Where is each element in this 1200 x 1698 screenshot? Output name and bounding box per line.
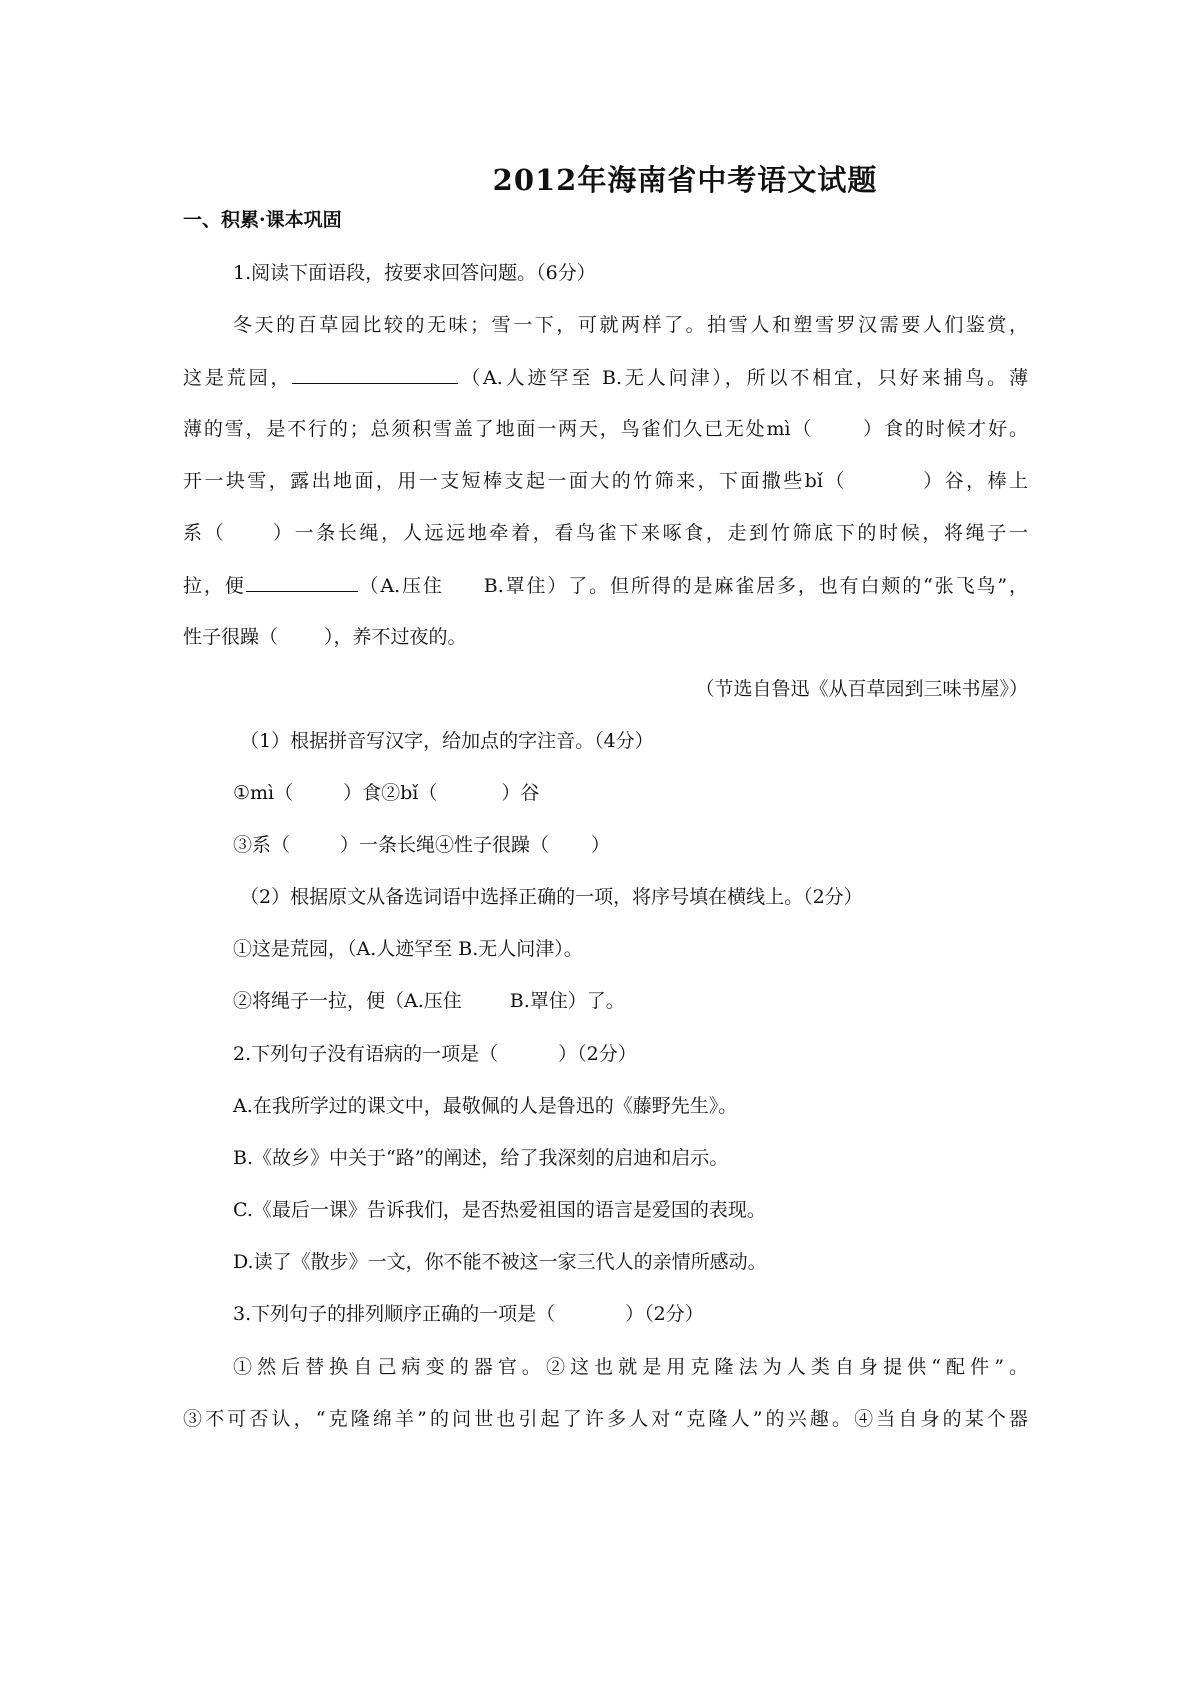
prompt-text: 2.下列句子没有语病的一项是（ <box>233 1043 499 1065</box>
prompt-text: ）（2分） <box>625 1303 704 1325</box>
question-2-prompt <box>233 1040 1028 1068</box>
passage-text: ）一条长绳，人远远地牵着，看鸟雀下来啄食，走到竹筛底下的时候，将绳子一 <box>270 522 1028 544</box>
prompt-text: ）（2分） <box>558 1043 637 1065</box>
passage-text: 这是荒园， <box>183 367 293 389</box>
row-text: ） <box>591 834 611 856</box>
passage-text: （A.人迹罕至 B.无人问津），所以不相宜，只好来捕鸟。薄 <box>458 367 1028 389</box>
subquestion-1-prompt: （1）根据拼音写汉字，给加点的字注音。（4分） <box>240 730 654 752</box>
passage-line-6 <box>183 571 1028 600</box>
question-2-option-b: B.《故乡》中关于“路”的阐述，给了我深刻的启迪和启示。 <box>233 1147 729 1169</box>
passage-text: 开一块雪，露出地面，用一支短棒支起一面大的竹筛来，下面撒些bǐ（ <box>183 470 847 492</box>
passage-text: ），养不过夜的。 <box>324 626 467 648</box>
page-title: 2012年海南省中考语文试题 <box>492 163 878 197</box>
answer-blank[interactable] <box>292 363 458 384</box>
subquestion-2-prompt: （2）根据原文从备选词语中选择正确的一项，将序号填在横线上。（2分） <box>240 886 863 908</box>
passage-line-3 <box>183 415 1028 443</box>
passage-text: 薄的雪，是不行的；总须积雪盖了地面一两天，鸟雀们久已无处mì（ <box>183 418 814 440</box>
row-text: ）谷 <box>501 782 540 804</box>
question-3-sentences-line-1: ①然后替换自己病变的器官。②这也就是用克隆法为人类自身提供“配件”。 <box>233 1356 1028 1378</box>
prompt-text: 3.下列句子的排列顺序正确的一项是（ <box>233 1303 556 1325</box>
passage-line-7 <box>183 623 1028 651</box>
question-1-prompt: 1.阅读下面语段，按要求回答问题。（6分） <box>233 262 596 284</box>
passage-text: 拉，便 <box>183 575 246 597</box>
row-text: ③系（ <box>233 834 291 856</box>
row-text: ）一条长绳④性子很躁（ <box>340 834 550 856</box>
row-text: ①mì（ <box>233 782 294 804</box>
question-3-sentences-line-2: ③不可否认，“克隆绵羊”的问世也引起了许多人对“克隆人”的兴趣。④当自身的某个器 <box>183 1408 1028 1430</box>
answer-blank[interactable] <box>246 571 358 592</box>
question-2-option-d: D.读了《散步》一文，你不能不被这一家三代人的亲情所感动。 <box>233 1251 767 1273</box>
passage-line-4 <box>183 467 1028 495</box>
passage-line-5 <box>183 519 1028 547</box>
subquestion-1-row-1 <box>233 779 1028 807</box>
passage-text: 系（ <box>183 522 227 544</box>
passage-line-2 <box>183 363 1028 392</box>
passage-text: 性子很躁（ <box>183 626 279 648</box>
subquestion-2-item-2 <box>233 987 1028 1015</box>
passage-text: ）食的时候才好。 <box>861 418 1028 440</box>
passage-text: ）谷，棒上 <box>920 470 1028 492</box>
passage-line-1: 冬天的百草园比较的无味；雪一下，可就两样了。拍雪人和塑雪罗汉需要人们鉴赏， <box>233 314 1028 336</box>
subquestion-1-row-2 <box>233 831 1028 859</box>
row-text: ）食②bǐ（ <box>343 782 438 804</box>
subquestion-2-item-1: ①这是荒园，（A.人迹罕至 B.无人问津）。 <box>233 938 583 960</box>
question-2-option-a: A.在我所学过的课文中，最敬佩的人是鲁迅的《藤野先生》。 <box>233 1095 738 1117</box>
item-text: B.罩住）了。 <box>509 990 625 1012</box>
item-text: ②将绳子一拉，便（A.压住 <box>233 990 462 1012</box>
section-heading: 一、积累·课本巩固 <box>183 209 342 231</box>
question-3-prompt <box>233 1300 1028 1328</box>
question-2-option-c: C.《最后一课》告诉我们，是否热爱祖国的语言是爱国的表现。 <box>233 1199 766 1221</box>
passage-text: B.罩住）了。但所得的是麻雀居多，也有白颊的“张飞鸟”， <box>483 575 1028 597</box>
passage-text: （A.压住 <box>357 575 444 597</box>
passage-source: （节选自鲁迅《从百草园到三味书屋》） <box>695 678 1028 700</box>
